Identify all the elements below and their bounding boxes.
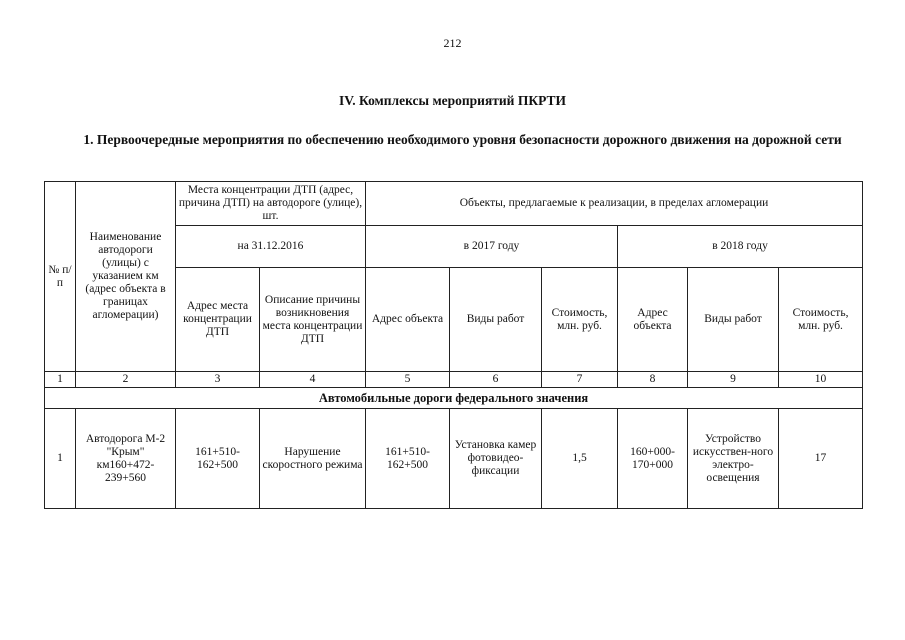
subtitle: 1. Первоочередные мероприятия по обеспечению необходимого уровня безопасности дорожного движения на дорожной сети <box>83 132 842 147</box>
header-objects: Объекты, предлагаемые к реализации, в пределах агломерации <box>366 182 863 226</box>
cell-dtp-cause: Нарушение скоростного режима <box>260 409 366 509</box>
measures-table <box>44 181 863 509</box>
header-dtp-cause: Описание причины возникновения места концентрации ДТП <box>260 268 366 372</box>
header-dtp-address: Адрес места концентрации ДТП <box>176 268 260 372</box>
column-number: 9 <box>688 372 779 388</box>
header-obj-address-2018: Адрес объекта <box>618 268 688 372</box>
column-number: 7 <box>542 372 618 388</box>
cell-dtp-address: 161+510-162+500 <box>176 409 260 509</box>
header-road: Наименование автодороги (улицы) с указанием км (адрес объекта в границах агломерации) <box>76 182 176 372</box>
cell-obj-address-2018: 160+000-170+000 <box>618 409 688 509</box>
column-number: 1 <box>45 372 76 388</box>
cell-cost-2018: 17 <box>779 409 863 509</box>
column-number: 6 <box>450 372 542 388</box>
cell-works-2018: Устройство искусствен-ного электро-освещения <box>688 409 779 509</box>
section-row-federal-roads: Автомобильные дороги федерального значения <box>45 388 863 409</box>
column-number: 10 <box>779 372 863 388</box>
column-number: 3 <box>176 372 260 388</box>
cell-road: Автодорога М-2 "Крым" км160+472-239+560 <box>76 409 176 509</box>
cell-obj-address-2017: 161+510-162+500 <box>366 409 450 509</box>
cell-num: 1 <box>45 409 76 509</box>
column-number: 5 <box>366 372 450 388</box>
page-number: 212 <box>443 36 462 50</box>
column-number: 2 <box>76 372 176 388</box>
header-works-2018: Виды работ <box>688 268 779 372</box>
column-number: 4 <box>260 372 366 388</box>
header-cost-2018: Стоимость, млн. руб. <box>779 268 863 372</box>
header-date-2016: на 31.12.2016 <box>176 226 366 268</box>
column-number: 8 <box>618 372 688 388</box>
header-dtp-places: Места концентрации ДТП (адрес, причина ДТП) на автодороге (улице), шт. <box>176 182 366 226</box>
cell-works-2017: Установка камер фотовидео-фиксации <box>450 409 542 509</box>
header-works-2017: Виды работ <box>450 268 542 372</box>
table-row <box>45 409 863 509</box>
header-obj-address-2017: Адрес объекта <box>366 268 450 372</box>
header-cost-2017: Стоимость, млн. руб. <box>542 268 618 372</box>
cell-cost-2017: 1,5 <box>542 409 618 509</box>
header-year-2017: в 2017 году <box>366 226 618 268</box>
header-num: № п/п <box>45 182 76 372</box>
section-title: IV. Комплексы мероприятий ПКРТИ <box>338 93 567 108</box>
column-number-row <box>45 372 863 388</box>
header-year-2018: в 2018 году <box>618 226 863 268</box>
